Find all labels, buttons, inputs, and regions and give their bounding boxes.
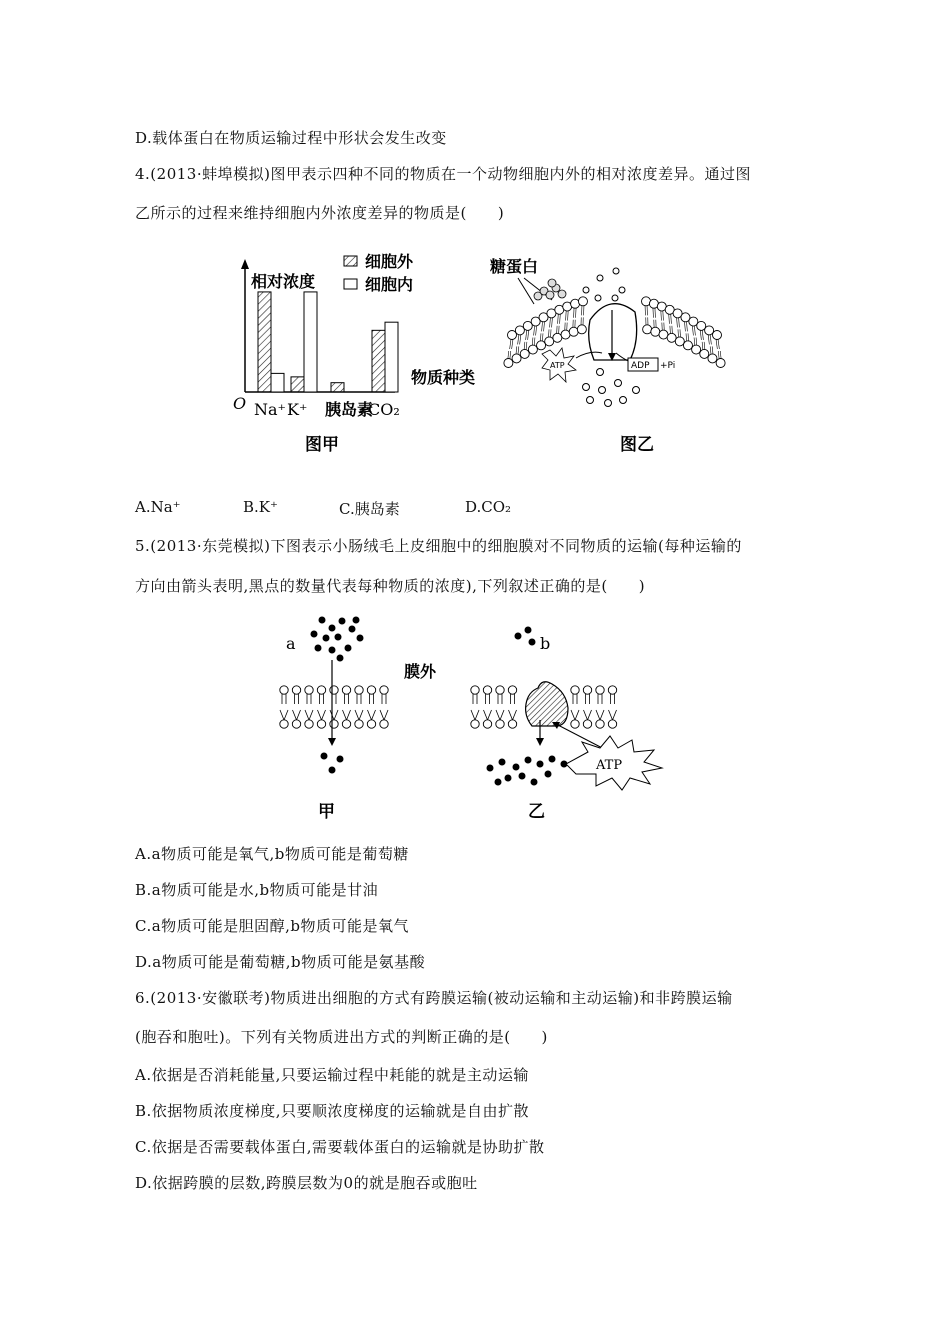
glycoprotein-pointer (518, 278, 534, 304)
atp-label-q5: ATP (596, 758, 623, 773)
caption-yi: 乙 (528, 802, 545, 822)
figure-jia-caption: 图甲 (305, 435, 339, 455)
caption-jia: 甲 (318, 802, 335, 822)
bar-outside-2 (331, 383, 344, 392)
figure-jia-bar-chart (225, 245, 495, 460)
q4-stem-line2: 乙所示的过程来维持细胞内外浓度差异的物质是( ) (135, 204, 505, 222)
q3-option-d: D.载体蛋白在物质运输过程中形状会发生改变 (135, 129, 447, 147)
legend-out-swatch (344, 256, 357, 266)
q6-option-b[interactable]: B.依据物质浓度梯度,只要顺浓度梯度的运输就是自由扩散 (135, 1102, 530, 1120)
x-tick-label-2: 胰岛素 (325, 400, 374, 419)
pi-label: +Pi (660, 361, 676, 371)
q5-stem-line2: 方向由箭头表明,黑点的数量代表每种物质的浓度),下列叙述正确的是( ) (135, 577, 646, 595)
q4-stem-line1: 4.(2013·蚌埠模拟)图甲表示四种不同的物质在一个动物细胞内外的相对浓度差异。通过图 (135, 165, 751, 183)
q5-stem-line1: 5.(2013·东莞模拟)下图表示小肠绒毛上皮细胞中的细胞膜对不同物质的运输(每种运输的 (135, 537, 742, 555)
bar-outside-1 (291, 377, 304, 392)
bar-outside-3 (372, 330, 385, 392)
membrane-jia (280, 686, 388, 728)
q6-option-c[interactable]: C.依据是否需要载体蛋白,需要载体蛋白的运输就是协助扩散 (135, 1138, 545, 1156)
q6-stem-line1: 6.(2013·安徽联考)物质进出细胞的方式有跨膜运输(被动运输和主动运输)和非跨膜运输 (135, 989, 733, 1007)
q4-option-c[interactable]: C.胰岛素 (339, 500, 400, 518)
q4-option-a[interactable]: A.Na⁺ (135, 498, 181, 516)
figure-yi-caption: 图乙 (620, 435, 654, 455)
q6-option-d[interactable]: D.依据跨膜的层数,跨膜层数为0的就是胞吞或胞吐 (135, 1174, 478, 1192)
bar-inside-0 (271, 373, 284, 392)
dots-a-outside (311, 617, 364, 662)
x-tick-label-0: Na⁺ (254, 400, 286, 419)
bar-inside-3 (385, 322, 398, 392)
bar-inside-1 (304, 292, 317, 392)
glycoprotein-label: 糖蛋白 (490, 257, 539, 276)
x-axis-label: 物质种类 (411, 368, 476, 387)
label-b: b (540, 634, 551, 653)
legend-in-label: 细胞内 (365, 275, 414, 294)
x-tick-label-3: CO₂ (368, 400, 400, 419)
q5-option-c[interactable]: C.a物质可能是胆固醇,b物质可能是氧气 (135, 917, 410, 935)
dots-a-inside (321, 753, 344, 774)
y-axis-label: 相对浓度 (251, 272, 316, 291)
q4-option-d[interactable]: D.CO₂ (465, 498, 512, 516)
adp-label: ADP (631, 361, 650, 371)
q6-stem-line2: (胞吞和胞吐)。下列有关物质进出方式的判断正确的是( ) (135, 1028, 548, 1046)
q5-option-a[interactable]: A.a物质可能是氧气,b物质可能是葡萄糖 (135, 845, 409, 863)
origin-label: O (233, 394, 247, 413)
q5-option-b[interactable]: B.a物质可能是水,b物质可能是甘油 (135, 881, 379, 899)
bar-outside-0 (258, 292, 271, 392)
figure-q5-transport (270, 612, 700, 827)
legend-in-swatch (344, 279, 357, 289)
outside-molecules (583, 268, 625, 301)
q6-option-a[interactable]: A.依据是否消耗能量,只要运输过程中耗能的就是主动运输 (135, 1066, 529, 1084)
x-tick-label-1: K⁺ (287, 400, 308, 419)
atp-label: ATP (550, 361, 565, 370)
q4-options (135, 498, 535, 518)
outside-label: 膜外 (404, 662, 437, 681)
dots-b-inside (487, 756, 568, 786)
figure-yi-membrane-pump (490, 250, 740, 465)
inside-molecules (583, 369, 640, 407)
y-axis-arrow (241, 259, 249, 269)
legend-out-label: 细胞外 (365, 252, 414, 271)
carrier-protein (589, 304, 637, 360)
carrier-protein-b (526, 682, 568, 726)
dots-b-outside (515, 627, 536, 646)
label-a: a (286, 634, 296, 653)
q5-option-d[interactable]: D.a物质可能是葡萄糖,b物质可能是氨基酸 (135, 953, 426, 971)
q4-option-b[interactable]: B.K⁺ (243, 498, 278, 516)
